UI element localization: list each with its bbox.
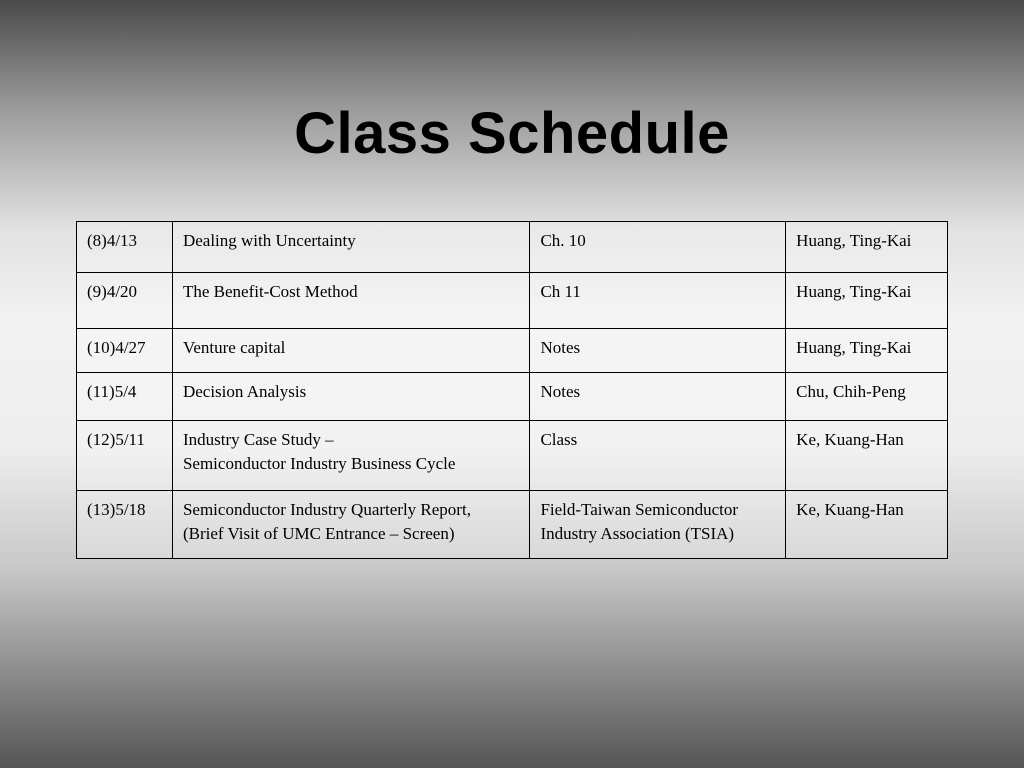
slide-title: Class Schedule: [294, 101, 730, 166]
table-row: [77, 421, 948, 491]
session-cell: (13)5/18: [77, 491, 173, 559]
topic-cell: The Benefit-Cost Method: [172, 273, 530, 329]
instructor-cell: Huang, Ting-Kai: [786, 222, 948, 273]
topic-cell: Semiconductor Industry Quarterly Report, (Brief Visit of UMC Entrance – Screen): [172, 491, 530, 559]
table-row: [77, 273, 948, 329]
reading-cell: Class: [530, 421, 786, 491]
instructor-cell: Ke, Kuang-Han: [786, 491, 948, 559]
instructor-cell: Ke, Kuang-Han: [786, 421, 948, 491]
topic-cell: Dealing with Uncertainty: [172, 222, 530, 273]
instructor-cell: Huang, Ting-Kai: [786, 273, 948, 329]
session-cell: (11)5/4: [77, 373, 173, 421]
reading-cell: Notes: [530, 329, 786, 373]
reading-cell: Notes: [530, 373, 786, 421]
session-cell: (10)4/27: [77, 329, 173, 373]
session-cell: (12)5/11: [77, 421, 173, 491]
schedule-table: [76, 221, 948, 559]
table-row: [77, 329, 948, 373]
instructor-cell: Chu, Chih-Peng: [786, 373, 948, 421]
table-row: [77, 222, 948, 273]
session-cell: (8)4/13: [77, 222, 173, 273]
reading-cell: Ch 11: [530, 273, 786, 329]
table-row: [77, 491, 948, 559]
table-row: [77, 373, 948, 421]
topic-cell: Decision Analysis: [172, 373, 530, 421]
reading-cell: Field-Taiwan Semiconductor Industry Association (TSIA): [530, 491, 786, 559]
topic-cell: Venture capital: [172, 329, 530, 373]
session-cell: (9)4/20: [77, 273, 173, 329]
reading-cell: Ch. 10: [530, 222, 786, 273]
topic-cell: Industry Case Study – Semiconductor Industry Business Cycle: [172, 421, 530, 491]
instructor-cell: Huang, Ting-Kai: [786, 329, 948, 373]
